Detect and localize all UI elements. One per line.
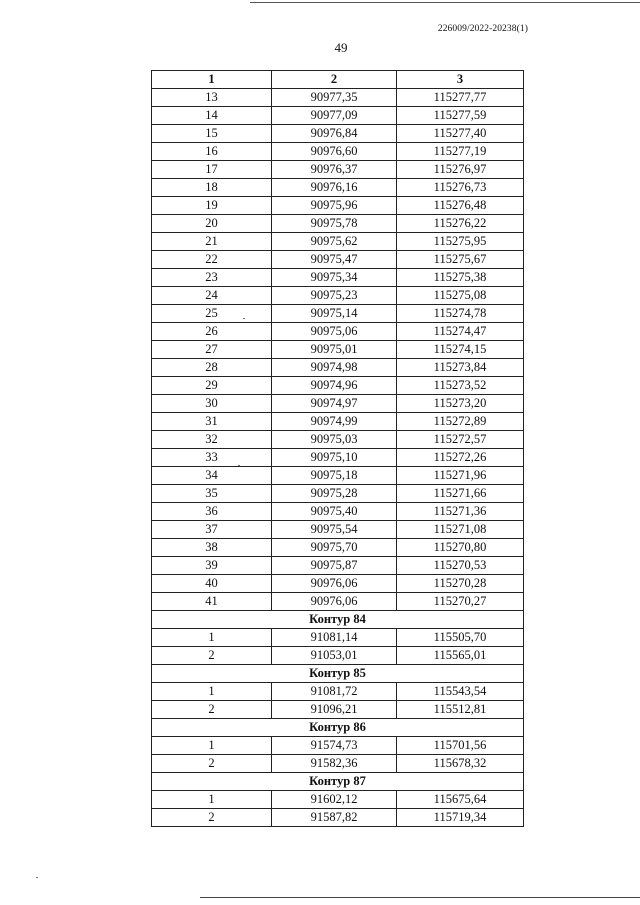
point-number-cell: 20: [152, 215, 272, 233]
table-row: [152, 179, 524, 197]
point-number-cell: 19: [152, 197, 272, 215]
x-coordinate-cell: 91582,36: [272, 755, 397, 773]
point-number-cell: 15: [152, 125, 272, 143]
x-coordinate-cell: 90975,47: [272, 251, 397, 269]
x-coordinate-cell: 90975,70: [272, 539, 397, 557]
x-coordinate-cell: 91587,82: [272, 809, 397, 827]
point-number-cell: 28: [152, 359, 272, 377]
y-coordinate-cell: 115271,96: [397, 467, 524, 485]
x-coordinate-cell: 90976,06: [272, 593, 397, 611]
x-coordinate-cell: 90975,40: [272, 503, 397, 521]
y-coordinate-cell: 115275,95: [397, 233, 524, 251]
point-number-cell: 24: [152, 287, 272, 305]
x-coordinate-cell: 90975,23: [272, 287, 397, 305]
y-coordinate-cell: 115271,08: [397, 521, 524, 539]
table-row: [152, 323, 524, 341]
y-coordinate-cell: 115271,66: [397, 485, 524, 503]
point-number-cell: 23: [152, 269, 272, 287]
y-coordinate-cell: 115273,52: [397, 377, 524, 395]
x-coordinate-cell: 90976,60: [272, 143, 397, 161]
x-coordinate-cell: 90975,14: [272, 305, 397, 323]
y-coordinate-cell: 115277,40: [397, 125, 524, 143]
table-header-row: [152, 71, 524, 89]
table-row: [152, 629, 524, 647]
y-coordinate-cell: 115275,38: [397, 269, 524, 287]
point-number-cell: 31: [152, 413, 272, 431]
table-row: [152, 161, 524, 179]
point-number-cell: 1: [152, 737, 272, 755]
x-coordinate-cell: 90975,34: [272, 269, 397, 287]
table-row: [152, 791, 524, 809]
table-row: [152, 395, 524, 413]
contour-heading-row: [152, 719, 524, 737]
table-row: [152, 125, 524, 143]
point-number-cell: 2: [152, 647, 272, 665]
x-coordinate-cell: 90976,06: [272, 575, 397, 593]
scan-speck: [243, 318, 245, 319]
x-coordinate-cell: 90975,06: [272, 323, 397, 341]
table-row: [152, 215, 524, 233]
y-coordinate-cell: 115272,89: [397, 413, 524, 431]
point-number-cell: 29: [152, 377, 272, 395]
x-coordinate-cell: 90975,87: [272, 557, 397, 575]
header-cell-point: 1: [152, 71, 272, 89]
table-row: [152, 467, 524, 485]
x-coordinate-cell: 90977,35: [272, 89, 397, 107]
point-number-cell: 27: [152, 341, 272, 359]
x-coordinate-cell: 90977,09: [272, 107, 397, 125]
table-row: [152, 647, 524, 665]
y-coordinate-cell: 115277,77: [397, 89, 524, 107]
point-number-cell: 41: [152, 593, 272, 611]
x-coordinate-cell: 91053,01: [272, 647, 397, 665]
table-row: [152, 305, 524, 323]
table-row: [152, 143, 524, 161]
table-row: [152, 683, 524, 701]
y-coordinate-cell: 115270,80: [397, 539, 524, 557]
table-row: [152, 251, 524, 269]
point-number-cell: 35: [152, 485, 272, 503]
point-number-cell: 30: [152, 395, 272, 413]
document-id: 226009/2022-20238(1): [437, 24, 528, 34]
x-coordinate-cell: 90976,84: [272, 125, 397, 143]
contour-label: Контур 86: [152, 719, 524, 737]
point-number-cell: 39: [152, 557, 272, 575]
x-coordinate-cell: 90975,01: [272, 341, 397, 359]
point-number-cell: 16: [152, 143, 272, 161]
x-coordinate-cell: 90975,18: [272, 467, 397, 485]
x-coordinate-cell: 90975,78: [272, 215, 397, 233]
point-number-cell: 33: [152, 449, 272, 467]
point-number-cell: 25: [152, 305, 272, 323]
top-rule: [250, 2, 640, 3]
x-coordinate-cell: 91081,14: [272, 629, 397, 647]
table-row: [152, 287, 524, 305]
x-coordinate-cell: 90974,98: [272, 359, 397, 377]
point-number-cell: 17: [152, 161, 272, 179]
y-coordinate-cell: 115270,27: [397, 593, 524, 611]
table-row: [152, 359, 524, 377]
coordinates-table-body: [152, 71, 524, 827]
point-number-cell: 1: [152, 683, 272, 701]
page-number: 49: [334, 40, 348, 55]
contour-label: Контур 87: [152, 773, 524, 791]
point-number-cell: 14: [152, 107, 272, 125]
table-row: [152, 377, 524, 395]
y-coordinate-cell: 115270,28: [397, 575, 524, 593]
point-number-cell: 34: [152, 467, 272, 485]
point-number-cell: 2: [152, 809, 272, 827]
y-coordinate-cell: 115270,53: [397, 557, 524, 575]
point-number-cell: 2: [152, 701, 272, 719]
table-row: [152, 539, 524, 557]
x-coordinate-cell: 91096,21: [272, 701, 397, 719]
x-coordinate-cell: 90974,97: [272, 395, 397, 413]
x-coordinate-cell: 91081,72: [272, 683, 397, 701]
y-coordinate-cell: 115275,08: [397, 287, 524, 305]
table-row: [152, 197, 524, 215]
y-coordinate-cell: 115274,78: [397, 305, 524, 323]
x-coordinate-cell: 90976,16: [272, 179, 397, 197]
y-coordinate-cell: 115505,70: [397, 629, 524, 647]
y-coordinate-cell: 115275,67: [397, 251, 524, 269]
y-coordinate-cell: 115565,01: [397, 647, 524, 665]
y-coordinate-cell: 115272,57: [397, 431, 524, 449]
table-row: [152, 431, 524, 449]
point-number-cell: 37: [152, 521, 272, 539]
y-coordinate-cell: 115276,22: [397, 215, 524, 233]
y-coordinate-cell: 115701,56: [397, 737, 524, 755]
table-row: [152, 449, 524, 467]
table-row: [152, 575, 524, 593]
y-coordinate-cell: 115675,64: [397, 791, 524, 809]
contour-heading-row: [152, 611, 524, 629]
point-number-cell: 26: [152, 323, 272, 341]
y-coordinate-cell: 115274,15: [397, 341, 524, 359]
header-cell-x: 2: [272, 71, 397, 89]
coordinates-table: [151, 70, 524, 827]
table-row: [152, 755, 524, 773]
table-row: [152, 341, 524, 359]
x-coordinate-cell: 91602,12: [272, 791, 397, 809]
y-coordinate-cell: 115273,20: [397, 395, 524, 413]
point-number-cell: 21: [152, 233, 272, 251]
x-coordinate-cell: 90975,28: [272, 485, 397, 503]
table-row: [152, 737, 524, 755]
table-row: [152, 557, 524, 575]
y-coordinate-cell: 115272,26: [397, 449, 524, 467]
table-row: [152, 89, 524, 107]
bottom-rule: [200, 897, 640, 898]
y-coordinate-cell: 115273,84: [397, 359, 524, 377]
y-coordinate-cell: 115678,32: [397, 755, 524, 773]
header-cell-y: 3: [397, 71, 524, 89]
table-row: [152, 413, 524, 431]
y-coordinate-cell: 115276,48: [397, 197, 524, 215]
y-coordinate-cell: 115277,59: [397, 107, 524, 125]
point-number-cell: 1: [152, 629, 272, 647]
point-number-cell: 40: [152, 575, 272, 593]
contour-heading-row: [152, 773, 524, 791]
y-coordinate-cell: 115719,34: [397, 809, 524, 827]
y-coordinate-cell: 115271,36: [397, 503, 524, 521]
point-number-cell: 36: [152, 503, 272, 521]
table-row: [152, 701, 524, 719]
y-coordinate-cell: 115276,97: [397, 161, 524, 179]
scan-speck: [36, 877, 38, 878]
contour-heading-row: [152, 665, 524, 683]
x-coordinate-cell: 91574,73: [272, 737, 397, 755]
x-coordinate-cell: 90974,96: [272, 377, 397, 395]
y-coordinate-cell: 115276,73: [397, 179, 524, 197]
contour-label: Контур 84: [152, 611, 524, 629]
point-number-cell: 13: [152, 89, 272, 107]
point-number-cell: 22: [152, 251, 272, 269]
point-number-cell: 1: [152, 791, 272, 809]
scan-speck: [238, 465, 240, 466]
table-row: [152, 107, 524, 125]
x-coordinate-cell: 90974,99: [272, 413, 397, 431]
table-row: [152, 485, 524, 503]
point-number-cell: 32: [152, 431, 272, 449]
point-number-cell: 2: [152, 755, 272, 773]
table-row: [152, 593, 524, 611]
table-row: [152, 233, 524, 251]
x-coordinate-cell: 90976,37: [272, 161, 397, 179]
x-coordinate-cell: 90975,96: [272, 197, 397, 215]
y-coordinate-cell: 115543,54: [397, 683, 524, 701]
x-coordinate-cell: 90975,10: [272, 449, 397, 467]
y-coordinate-cell: 115277,19: [397, 143, 524, 161]
table-row: [152, 809, 524, 827]
table-row: [152, 521, 524, 539]
x-coordinate-cell: 90975,54: [272, 521, 397, 539]
table-row: [152, 269, 524, 287]
table-row: [152, 503, 524, 521]
point-number-cell: 38: [152, 539, 272, 557]
x-coordinate-cell: 90975,62: [272, 233, 397, 251]
y-coordinate-cell: 115512,81: [397, 701, 524, 719]
y-coordinate-cell: 115274,47: [397, 323, 524, 341]
point-number-cell: 18: [152, 179, 272, 197]
x-coordinate-cell: 90975,03: [272, 431, 397, 449]
contour-label: Контур 85: [152, 665, 524, 683]
